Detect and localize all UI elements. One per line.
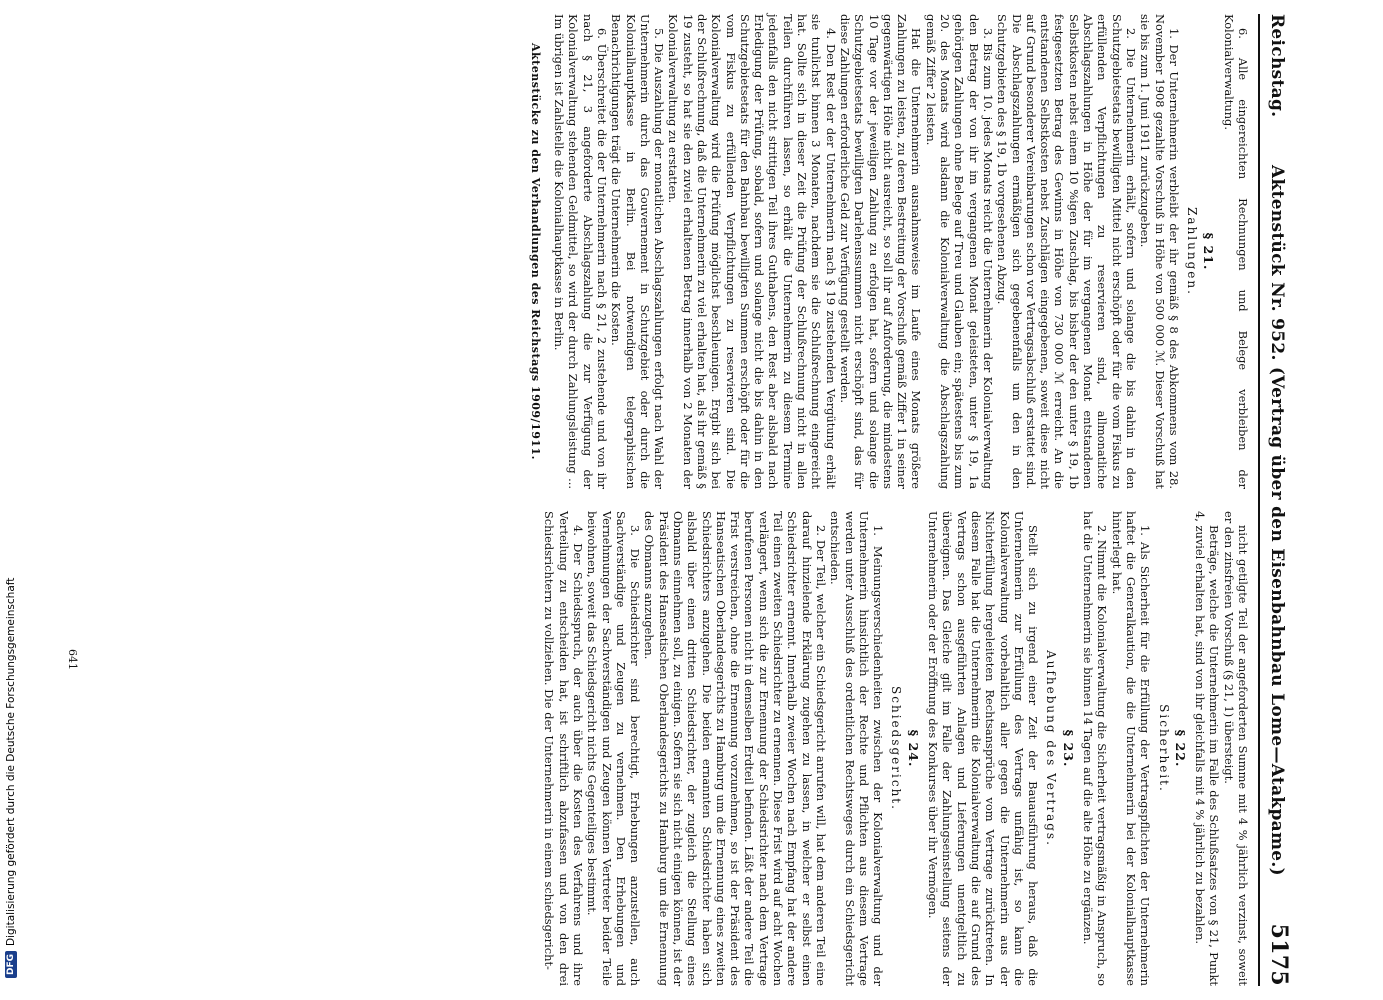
right-column <box>527 511 1250 986</box>
paragraph: 1. Als Sicherheit für die Erfüllung der Vertragspflichten der Unternehmerin haftet die Generalkaution, die die Unternehmerin bei der Kolonialhauptkasse hinterlegt hat. <box>1109 511 1153 986</box>
page-header <box>1258 14 1292 986</box>
section-title: Schiedsgericht. <box>889 686 904 811</box>
paragraph: Hat die Unternehmerin ausnahmsweise im Laufe eines Monats größere Zahlungen zu leisten, zu deren Bestreitung der Vorschuß gemäß Ziffer 1 in seiner gegenwärtigen Höhe nicht ausreicht, so soll ihr auf Anforderung, die mindestens 10 Tage vor der jeweiligen Zahlung zu erfolgen hat, sofern und solange die Schutzgebietsetats bewilligten Darlehenssummen nicht erschöpft sind, das für diese Zahlungen erforderliche Geld zur Verfügung gestellt werden. <box>837 14 924 489</box>
page-number: 5175 <box>1266 923 1292 986</box>
digitization-text: Digitalisierung gefördert durch die Deutsche Forschungsgemeinschaft <box>5 577 17 946</box>
paragraph: 6. Überschreitet die der Unternehmerin nach § 21, 2 zustehende und von ihr nach § 21, 3 angeforderte Abschlagszahlung die zur Verfügung der Kolonialverwaltung stehenden Geldmittel, so wird der durch Zahlungsleistung ... Im übrigen ist Zahlstelle die Kolonialhauptkasse in Berlin. <box>552 14 609 489</box>
paragraph: 1. Der Unternehmerin verbleibt der ihr gemäß § 8 des Abkommens vom 28. November 1908 gezahlte Vorschuß in Höhe von 500 000 ℳ. Dieser Vorschuß hat sie bis zum 1. Juni 1911 zurückzugeben. <box>1138 14 1181 489</box>
section-heading: § 23. <box>1060 729 1076 768</box>
paragraph: nicht getilgte Teil der angeforderten Summe mit 4 % jährlich verzinst, soweit er den zinsfreien Vorschuß (§ 21, 1) übersteigt. <box>1221 511 1250 986</box>
document-page <box>60 0 1300 1000</box>
footnote: Aktenstücke zu den Verhandlungen des Reichstags 1909/1911. <box>528 43 542 460</box>
section-title: Zahlungen. <box>1185 207 1200 296</box>
paragraph: 1. Meinungsverschiedenheiten zwischen der Kolonialverwaltung und der Unternehmerin hinsichtlich der Rechte und Pflichten aus diesem Vertrage werden unter Ausschluß des ordentlichen Rechtsweges durch ein Schiedsgericht entschieden. <box>828 511 886 986</box>
bottom-page-number: 641 <box>66 649 79 670</box>
paragraph: 5. Die Auszahlung der monatlichen Abschlagszahlungen erfolgt nach Wahl der Unternehmerin durch das Gouvernement in Schutzgebiet oder durch die Kolonialhauptkasse in Berlin. Bei notwendigen telegraphischen Benachrichtigungen trägt die Unternehmerin die Kosten. <box>609 14 667 489</box>
paragraph: Beträge, welche die Unternehmerin im Falle des Schlußsatzes von § 21, Punkt 4, zuviel erhalten hat, sind von ihr gleichfalls mit 4 % jährlich zu bezahlen. <box>1193 511 1222 986</box>
paragraph: 4. Den Rest der der Unternehmerin nach § 19 zustehenden Vergütung erhält sie tunlichst binnen 3 Monaten, nachdem sie die Schlußrechnung eingereicht hat. Sollte sich in dieser Zeit die Prüfung der Schlußrechnung nicht in allen Teilen durchführen lassen, so erhält die Unternehmerin zu diesem Termine jedenfalls den nicht strittigen Teil ihres Guthabens, den Rest aber alsbald nach Erledigung der Prüfung, sobald, sofern und solange nicht die bis dahin in den Schutzgebietsetats für den Bahnbau bewilligten Summen erschöpft oder für die vom Fiskus zu erfüllenden Verpflichtungen zu reservieren sind. Die Kolonialverwaltung wird die Prüfung möglichst beschleunigen. Ergibt sich bei der Schlußrechnung, daß die Unternehmerin zu viel erhalten hat, als ihr gemäß § 19 zusteht, so hat sie den zuviel erhaltenen Betrag innerhalb von 2 Monaten der Kolonialverwaltung zu erstatten. <box>666 14 838 489</box>
header-left: Reichstag. <box>1267 14 1287 118</box>
header-title: Aktenstück Nr. 952. (Vertrag über den Eisenbahnbau Lome—Atakpame.) <box>1267 164 1287 876</box>
dfg-logo-icon: DFG <box>5 951 17 978</box>
left-column <box>527 14 1250 489</box>
section-heading: § 21. <box>1201 232 1217 271</box>
section-heading: § 24. <box>905 729 921 768</box>
paragraph: 3. Die Schiedsrichter sind berechtigt, Erhebungen anzustellen, auch Sachverständige und Zeugen zu vernehmen. Den Erhebungen und Vernehmungen der Sachverständigen und Zeugen können Vertreter beider Teile beiwohnen, soweit das Schiedsgericht nichts Gegenteiliges bestimmt. <box>585 511 643 986</box>
section-title: Aufhebung des Vertrags. <box>1044 650 1059 847</box>
paragraph: Stellt sich zu irgend einer Zeit der Bauausführung heraus, daß die Unternehmerin zur Erfüllung des Vertrags unfähig ist, so kann die Kolonialverwaltung vorbehaltlich aller gegen die Unternehmerin aus der Nichterfüllung hergeleiteten Rechtsansprüche vom Vertrage zurücktreten. In diesem Falle hat die Unternehmerin die Kolonialverwaltung die auf Grund des Vertrags schon ausgeführten Anlagen und Lieferungen unentgeltlich zu übereignen. Das Gleiche gilt im Falle der Zahlungseinstellung seitens der Unternehmerin oder der Eröffnung des Konkurses über ihr Vermögen. <box>926 511 1041 986</box>
paragraph: 2. Die Unternehmerin erhält, sofern und solange die bis dahin in den Schutzgebietsetats bewilligten Mittel nicht erschöpft oder für die vom Fiskus zu erfüllenden Verpflichtungen zu reservieren sind, allmonatliche Abschlagszahlungen in Höhe der für im vergangenen Monat entstandenen Selbstkosten nebst einem 10 %igen Zuschlag, bis bisher der den unter § 19, 1b festgesetzten Betrag des Gewinns in Höhe von 730 000 ℳ erreicht. An die entstandenen Selbstkosten nebst Zuschlägen eingegebenen, soweit diese nicht auf Grund besonderer Vereinbarungen schon vor Vertragsabschluß erstattet sind. Die Abschlagszahlungen ermäßigen sich gegebenenfalls um den in den Schutzgebieten des § 19, 1b vorgesehenen Abzug. <box>995 14 1138 489</box>
section-title: Sicherheit. <box>1156 704 1171 793</box>
paragraph: 6. Alle eingereichten Rechnungen und Belege verbleiben der Kolonialverwaltung. <box>1221 14 1250 489</box>
paragraph: 2. Nimmt die Kolonialverwaltung die Sicherheit vertragsmäßig in Anspruch, so hat die Unternehmerin sie binnen 14 Tagen auf die alte Höhe zu ergänzen. <box>1081 511 1110 986</box>
text-columns <box>527 14 1250 986</box>
paragraph: 2. Der Teil, welcher ein Schiedsgericht anrufen will, hat dem anderen Teil eine darauf hinzielende Erklärung zugehen zu lassen, in welcher er selbst einen Schiedsrichter ernennt. Innerhalb zweier Wochen nach Empfang hat der andere Teil einen zweiten Schiedsrichter zu ernennen. Diese Frist wird auf acht Wochen verlängert, wenn sich die zur Ernennung der Schiedsrichter nach dem Vertrage berufenen Personen nicht in demselben Erdteil befinden. Läßt der andere Teil die Frist verstreichen, ohne die Ernennung vorzunehmen, so ist der Präsident des Hanseatischen Oberlandesgerichts zu Hamburg um die Ernennung eines zweiten Schiedsrichters anzugehen. Die beiden ernannten Schiedsrichter haben sich alsbald über einen dritten Schiedsrichter, der zugleich die Stellung eines Obmanns einnehmen soll, zu einigen. Sofern sie sich nicht einigen können, ist der Präsident des Hanseatischen Oberlandesgerichts zu Hamburg um die Ernennung des Obmanns anzugehen. <box>642 511 828 987</box>
paragraph: 3. Bis zum 10. jedes Monats reicht die Unternehmerin der Kolonialverwaltung den Betrag der von ihr im vergangenen Monat geleisteten, unter § 19, 1a gehörigen Zahlungen ohne Belege auf Treu und Glauben ein; spätestens bis zum 20. des Monats wird alsdann die Kolonialverwaltung die Abschlagszahlung gemäß Ziffer 2 leisten. <box>923 14 995 489</box>
digitization-note <box>4 0 18 978</box>
paragraph: 4. Der Schiedsspruch, der auch über die Kosten des Verfahrens und ihre Verteilung zu entscheiden hat, ist schriftlich abzufassen und von den drei Schiedsrichtern zu vollziehen. Die der Unternehmerin in einem schiedsgericht- <box>542 511 585 986</box>
section-heading: § 22. <box>1172 729 1188 768</box>
